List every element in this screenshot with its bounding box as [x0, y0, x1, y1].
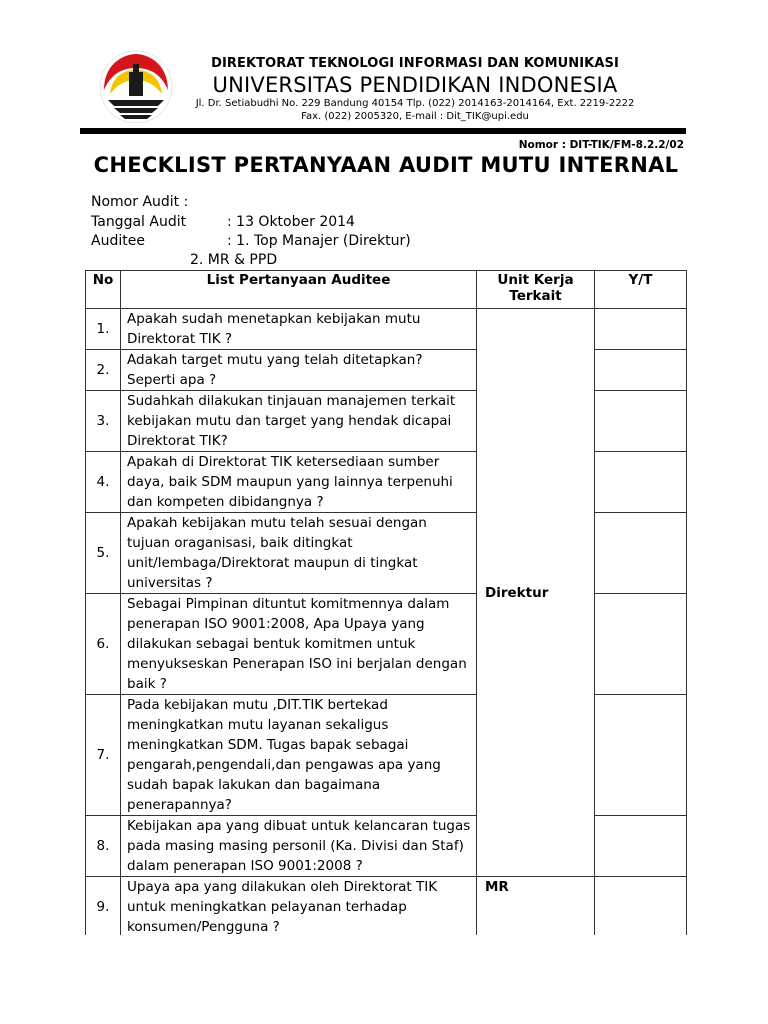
- row-question: Apakah kebijakan mutu telah sesuai dengan tujuan oraganisasi, baik ditingkat unit/lembaga/Direktorat maupun di tingkat universitas ?: [121, 513, 477, 594]
- row-number: 1.: [86, 309, 121, 350]
- header-question: List Pertanyaan Auditee: [121, 271, 477, 309]
- tanggal-audit-label: Tanggal Audit: [91, 214, 187, 230]
- row-number: 8.: [86, 816, 121, 877]
- row-number: 9.: [86, 877, 121, 938]
- row-number: 5.: [86, 513, 121, 594]
- table-row: [86, 350, 687, 391]
- row-question: Kebijakan apa yang dibuat untuk kelancaran tugas pada masing masing personil (Ka. Divisi dan Staf) dalam penerapan ISO 9001:2008 ?: [121, 816, 477, 877]
- checklist-table: [85, 270, 687, 999]
- table-row: [86, 391, 687, 452]
- yt-cell[interactable]: [595, 594, 687, 695]
- header-directorate: DIREKTORAT TEKNOLOGI INFORMASI DAN KOMUNIKASI: [211, 56, 619, 71]
- yt-cell[interactable]: [595, 309, 687, 350]
- table-row: [86, 309, 687, 350]
- table-row: [86, 452, 687, 513]
- row-number: 2.: [86, 350, 121, 391]
- row-number: 3.: [86, 391, 121, 452]
- table-row: [86, 695, 687, 816]
- row-question: Apakah sudah menetapkan kebijakan mutu Direktorat TIK ?: [121, 309, 477, 350]
- auditee-value-1: : 1. Top Manajer (Direktur): [227, 233, 411, 249]
- table-row: [86, 513, 687, 594]
- row-question: Adakah target mutu yang telah ditetapkan? Seperti apa ?: [121, 350, 477, 391]
- document-title: CHECKLIST PERTANYAAN AUDIT MUTU INTERNAL: [93, 153, 679, 177]
- table-row: [86, 594, 687, 695]
- row-question: Upaya apa yang dilakukan oleh Direktorat TIK untuk meningkatkan pelayanan terhadap konsumen/Pengguna ?: [121, 877, 477, 938]
- unit-mr: MR: [477, 877, 595, 999]
- yt-cell[interactable]: [595, 816, 687, 877]
- table-row: [86, 816, 687, 877]
- yt-cell[interactable]: [595, 350, 687, 391]
- header-contact: Fax. (022) 2005320, E-mail : Dit_TIK@upi.edu: [301, 111, 529, 122]
- row-number: 4.: [86, 452, 121, 513]
- yt-cell[interactable]: [595, 513, 687, 594]
- row-number: 6.: [86, 594, 121, 695]
- header-no: No: [86, 271, 121, 309]
- header-university: UNIVERSITAS PENDIDIKAN INDONESIA: [212, 73, 618, 97]
- yt-cell[interactable]: [595, 391, 687, 452]
- row-question: Sebagai Pimpinan dituntut komitmennya dalam penerapan ISO 9001:2008, Apa Upaya yang dilakukan sebagai bentuk komitmen untuk menyukseskan Penerapan ISO ini berjalan dengan baik ?: [121, 594, 477, 695]
- unit-direktur: Direktur: [477, 309, 595, 877]
- row-question: Pada kebijakan mutu ,DIT.TIK bertekad meningkatkan mutu layanan sekaligus meningkatkan SDM. Tugas bapak sebagai pengarah,pengendali,dan pengawas apa yang sudah bapak lakukan dan bagaimana penerapannya?: [121, 695, 477, 816]
- auditee-value-2: 2. MR & PPD: [190, 252, 278, 268]
- yt-cell[interactable]: [595, 452, 687, 513]
- table-row: [86, 877, 687, 938]
- document-number: Nomor : DIT-TIK/FM-8.2.2/02: [518, 139, 684, 151]
- row-question: Apakah di Direktorat TIK ketersediaan sumber daya, baik SDM maupun yang lainnya terpenuhi dan kompeten dibidangnya ?: [121, 452, 477, 513]
- tanggal-audit-value: : 13 Oktober 2014: [227, 214, 355, 230]
- header-address: Jl. Dr. Setiabudhi No. 229 Bandung 40154 Tlp. (022) 2014163-2014164, Ext. 2219-2222: [195, 98, 635, 109]
- auditee-label: Auditee: [91, 233, 145, 249]
- table-header-row: [86, 271, 687, 309]
- page-cutoff: [0, 935, 768, 1024]
- header-yt: Y/T: [595, 271, 687, 309]
- row-number: 7.: [86, 695, 121, 816]
- yt-cell[interactable]: [595, 877, 687, 938]
- nomor-audit-label: Nomor Audit :: [91, 194, 189, 210]
- header-unit: Unit Kerja Terkait: [477, 271, 595, 309]
- header-rule: [80, 128, 686, 134]
- yt-cell[interactable]: [595, 695, 687, 816]
- row-question: Sudahkah dilakukan tinjauan manajemen terkait kebijakan mutu dan target yang hendak dicapai Direktorat TIK?: [121, 391, 477, 452]
- upi-logo: [96, 50, 176, 124]
